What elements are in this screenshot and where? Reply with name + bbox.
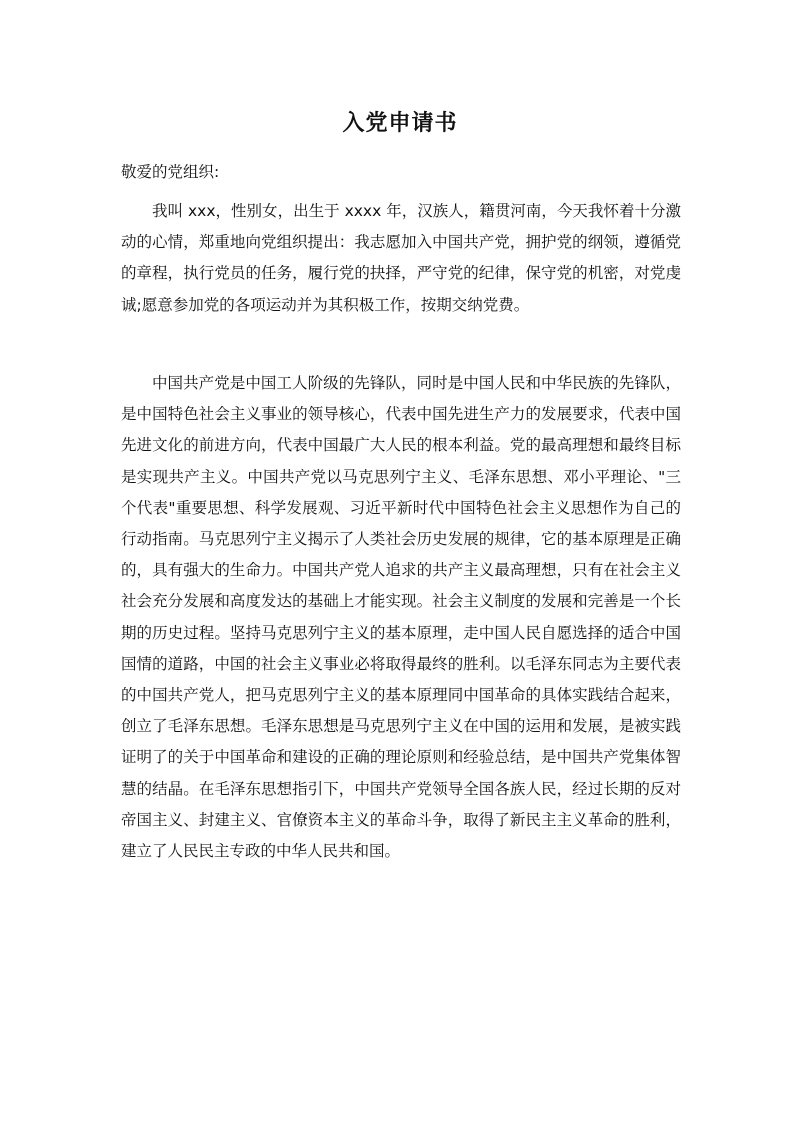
document-title: 入党申请书: [342, 111, 458, 136]
paragraph-party-description: 中国共产党是中国工人阶级的先锋队，同时是中国人民和中华民族的先锋队，是中国特色社会主义事业的领导核心，代表中国先进生产力的发展要求，代表中国先进文化的前进方向，代表中国最广大人民的根本利益。党的最高理想和最终目标是实现共产主义。中国共产党以马克思列宁主义、毛泽东思想、邓小平理论、"三个代表"重要思想、科学发展观、习近平新时代中国特色社会主义思想作为自己的行动指南。马克思列宁主义揭示了人类社会历史发展的规律，它的基本原理是正确的，具有强大的生命力。中国共产党人追求的共产主义最高理想，只有在社会主义社会充分发展和高度发达的基础上才能实现。社会主义制度的发展和完善是一个长期的历史过程。坚持马克思列宁主义的基本原理，走中国人民自愿选择的适合中国国情的道路，中国的社会主义事业必将取得最终的胜利。以毛泽东同志为主要代表的中国共产党人，把马克思列宁主义的基本原理同中国革命的具体实践结合起来，创立了毛泽东思想。毛泽东思想是马克思列宁主义在中国的运用和发展，是被实践证明了的关于中国革命和建设的正确的理论原则和经验总结，是中国共产党集体智慧的结晶。在毛泽东思想指引下，中国共产党领导全国各族人民，经过长期的反对帝国主义、封建主义、官僚资本主义的革命斗争，取得了新民主主义革命的胜利，建立了人民民主专政的中华人民共和国。: [121, 374, 681, 861]
paragraph-personal-info: 我叫 xxx，性别女，出生于 xxxx 年，汉族人，籍贯河南，今天我怀着十分激动的心情，郑重地向党组织提出：我志愿加入中国共产党，拥护党的纲领，遵循党的章程，执行党员的任务，履行党的抉择，严守党的纪律，保守党的机密，对党虔诚;愿意参加党的各项运动并为其积极工作，按期交纳党费。: [121, 202, 681, 314]
salutation: 敬爱的党组织:: [121, 163, 220, 181]
